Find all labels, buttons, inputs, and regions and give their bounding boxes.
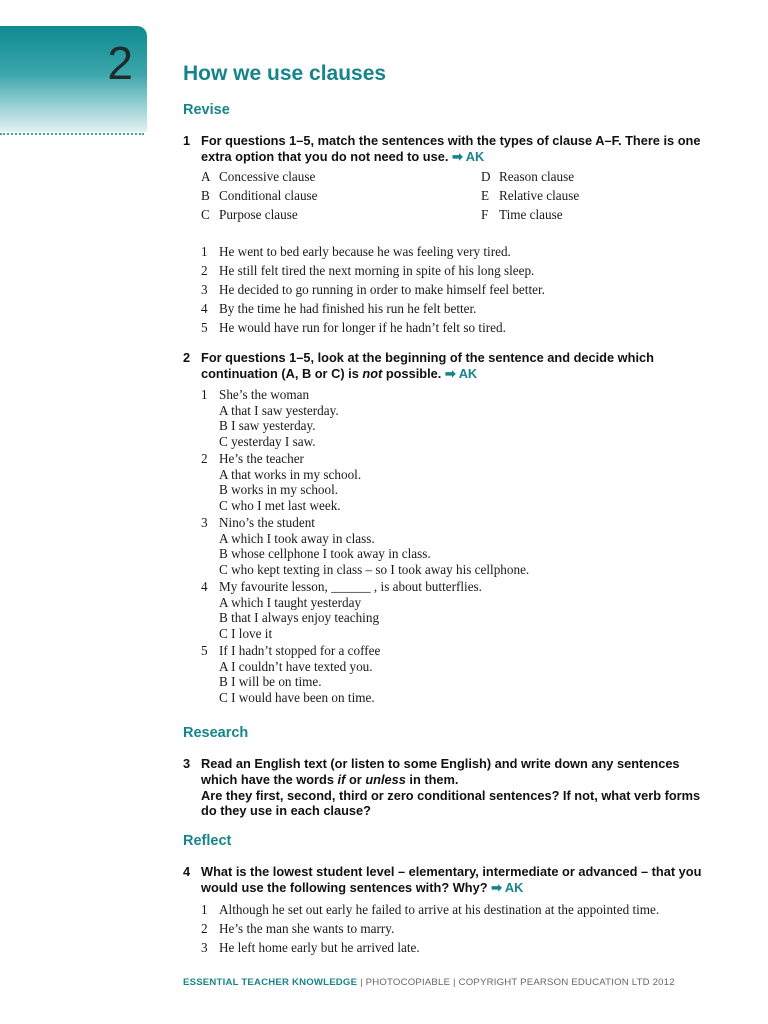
question-1: [183, 133, 703, 165]
choice: A that I saw yesterday.: [219, 402, 339, 418]
choice: C yesterday I saw.: [219, 433, 316, 449]
question-text: Read an English text (or listen to some English) and write down any sentences which have the words if or unless in them. Are they first, second, third or zero conditional sentences? If not, what verb forms do they use in each clause?: [201, 756, 701, 819]
section-reflect: Reflect: [183, 833, 232, 849]
chapter-divider: [0, 133, 144, 135]
question-text: For questions 1–5, match the sentences with the types of clause A–F. There is one extra option that you do not need to use. ➡ AK: [201, 133, 701, 164]
choice: A that works in my school.: [219, 466, 362, 482]
answer-key-link[interactable]: ➡ AK: [491, 879, 524, 895]
list-item: 5 He would have run for longer if he hadn’t felt so tired.: [201, 320, 506, 335]
choice: A I couldn’t have texted you.: [219, 658, 373, 674]
list-item: 4 By the time he had finished his run he felt better.: [201, 301, 477, 316]
list-item: 2 He still felt tired the next morning in spite of his long sleep.: [201, 263, 535, 278]
choice: C I would have been on time.: [219, 689, 375, 705]
choice: B whose cellphone I took away in class.: [219, 546, 431, 561]
answer-key-link[interactable]: ➡ AK: [444, 365, 478, 381]
choice: B I will be on time.: [219, 674, 322, 689]
list-item: 3 He left home early but he arrived late.: [201, 940, 420, 955]
option: B Conditional clause: [201, 188, 318, 203]
page-title: How we use clauses: [183, 62, 387, 85]
question-text: For questions 1–5, look at the beginning of the sentence and decide which continuation (A, B or C) is not possible. ➡ AK: [201, 350, 654, 381]
list-item: 2 He’s the man she wants to marry.: [201, 921, 395, 936]
list-item: 5 If I hadn’t stopped for a coffee A I couldn’t have texted you. B I will be on time. C I would have been on time.: [201, 643, 701, 705]
q4-sentences: [201, 900, 701, 957]
option: D Reason clause: [481, 169, 575, 184]
list-item: 3 He decided to go running in order to make himself feel better.: [201, 282, 545, 297]
question-4: [183, 864, 703, 896]
choice: B works in my school.: [219, 482, 339, 497]
question-number: 2: [183, 350, 191, 365]
list-item: 3 Nino’s the student A which I took away in class. B whose cellphone I took away in class. C who kept texting in class – so I took away his cellphone.: [201, 515, 701, 577]
choice: A which I took away in class.: [219, 530, 375, 546]
section-research: Research: [183, 725, 249, 741]
chapter-tab: [0, 26, 147, 132]
list-item: 1 She’s the woman A that I saw yesterday. B I saw yesterday. C yesterday I saw.: [201, 387, 701, 449]
option: E Relative clause: [481, 188, 580, 203]
list-item: 4 My favourite lesson, ______ , is about butterflies. A which I taught yesterday B that I always enjoy teaching C I love it: [201, 579, 701, 641]
q2-items: [201, 387, 701, 707]
question-2: [183, 350, 703, 382]
list-item: 1 He went to bed early because he was feeling very tired.: [201, 244, 511, 259]
footer-brand: ESSENTIAL TEACHER KNOWLEDGE: [183, 977, 358, 988]
question-text: What is the lowest student level – elementary, intermediate or advanced – that you would use the following sentences with? Why? ➡ AK: [201, 864, 702, 895]
choice: B that I always enjoy teaching: [219, 610, 380, 625]
chapter-number: 2: [107, 37, 133, 89]
list-item: 2 He’s the teacher A that works in my school. B works in my school. C who I met last week.: [201, 451, 701, 513]
section-revise: Revise: [183, 102, 230, 118]
list-item: 1 Although he set out early he failed to arrive at his destination at the appointed time.: [201, 902, 660, 917]
option: A Concessive clause: [201, 169, 316, 184]
page-footer: ESSENTIAL TEACHER KNOWLEDGE | PHOTOCOPIABLE | COPYRIGHT PEARSON EDUCATION LTD 2012: [183, 977, 675, 988]
question-3: [183, 756, 703, 819]
question-number: 3: [183, 756, 191, 771]
option: C Purpose clause: [201, 207, 298, 222]
choice: C I love it: [219, 625, 273, 641]
choice: C who kept texting in class – so I took away his cellphone.: [219, 561, 530, 577]
choice: C who I met last week.: [219, 497, 341, 513]
choice: A which I taught yesterday: [219, 594, 362, 610]
choice: B I saw yesterday.: [219, 418, 316, 433]
option: F Time clause: [481, 207, 563, 222]
question-number: 4: [183, 864, 191, 879]
clause-options: [201, 169, 621, 223]
q1-sentences: [201, 242, 701, 337]
question-number: 1: [183, 133, 191, 148]
answer-key-link[interactable]: ➡ AK: [451, 148, 485, 164]
